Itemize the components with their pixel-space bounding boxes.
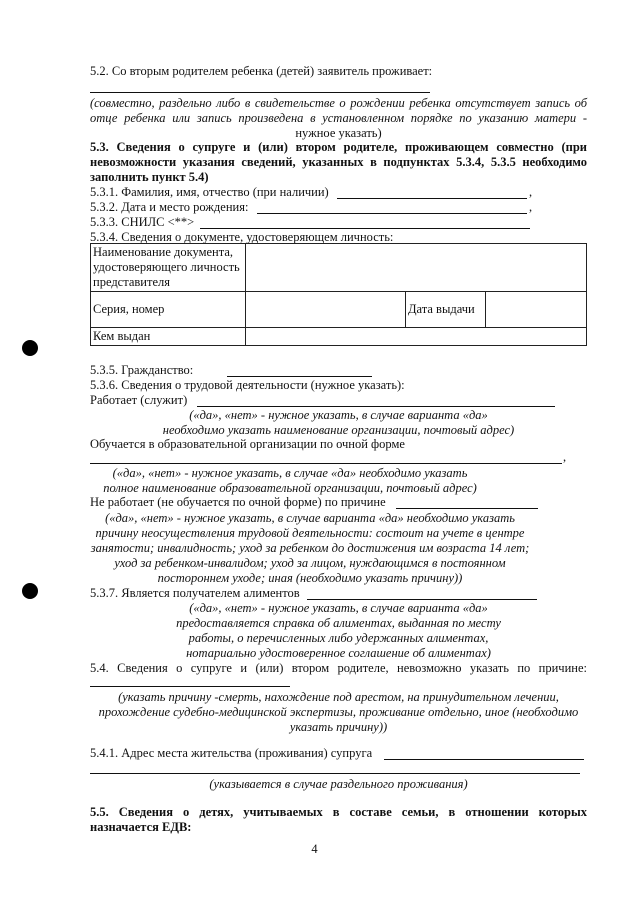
section-5-3-title-3: заполнить пункт 5.4) (90, 170, 209, 184)
section-5-3-title-1: 5.3. Сведения о супруге и (или) втором родителе, проживающем совместно (при (90, 140, 587, 154)
alimony-line[interactable] (307, 599, 537, 600)
works-hint-1: («да», «нет» - нужное указать, в случае варианта «да» (189, 408, 488, 422)
section-5-5-title-1: 5.5. Сведения о детях, учитываемых в составе семьи, в отношении которых (90, 805, 587, 819)
doc-name-header: Наименование документа, удостоверяющего личность представителя (91, 244, 246, 292)
alimony-hint-2: предоставляется справка об алиментах, выданная по месту (176, 616, 501, 630)
field-full-name-comma: , (529, 185, 533, 199)
section-5-4-hint-1: (указать причину -смерть, нахождение под арестом, на принудительном лечении, (118, 690, 559, 704)
section-5-4-hint-3: указать причину)) (289, 720, 388, 734)
field-citizenship-label: 5.3.5. Гражданство: (90, 363, 194, 377)
alimony-hint-4: нотариально удостоверенное соглашение об алиментах) (186, 646, 491, 660)
doc-issued-by-value[interactable] (246, 328, 587, 346)
not-working-line[interactable] (396, 508, 538, 509)
field-birth-label: 5.3.2. Дата и место рождения: (90, 200, 249, 214)
not-working-hint-1: («да», «нет» - нужное указать, в случае варианта «да» необходимо указать (105, 511, 515, 525)
section-5-4-hint-2: прохождение судебно-медицинской экспертизы, проживание отдельно, иное (необходимо (98, 705, 579, 719)
section-5-2-hint-1: (совместно, раздельно либо в свидетельстве о рождении ребенка отсутствует запись об (90, 96, 587, 110)
not-working-hint-3: занятости; инвалидность; уход за ребенком до достижения им возраста 14 лет; (90, 541, 530, 555)
field-snils-line[interactable] (200, 228, 530, 229)
doc-series-header: Серия, номер (91, 292, 246, 328)
works-label: Работает (служит) (90, 393, 188, 407)
not-working-hint-5: постороннем уходе; иная (необходимо указать причину)) (157, 571, 463, 585)
alimony-hint-1: («да», «нет» - нужное указать, в случае варианта «да» (189, 601, 488, 615)
section-5-4-label: 5.4. Сведения о супруге и (или) втором родителе, невозможно указать по причине: (90, 661, 587, 675)
studies-comma: , (563, 450, 567, 464)
studies-hint-1: («да», «нет» - нужное указать, в случае «да» необходимо указать (112, 466, 468, 480)
studies-line[interactable] (90, 463, 562, 464)
doc-series-value[interactable] (246, 292, 406, 328)
doc-issue-date-value[interactable] (486, 292, 587, 328)
spouse-address-hint: (указывается в случае раздельного проживания) (209, 777, 468, 791)
studies-label: Обучается в образовательной организации по очной форме (90, 437, 405, 451)
doc-issued-by-header: Кем выдан (91, 328, 246, 346)
spouse-address-line-2[interactable] (90, 773, 580, 774)
not-working-hint-4: уход за ребенком-инвалидом; уход за лицом, нуждающимся в постоянном (114, 556, 506, 570)
doc-name-value[interactable] (246, 244, 587, 292)
field-snils-label: 5.3.3. СНИЛС <**> (90, 215, 195, 229)
alimony-label: 5.3.7. Является получателем алиментов (90, 586, 300, 600)
doc-issue-date-header: Дата выдачи (406, 292, 486, 328)
section-5-3-title-2: невозможности указания сведений, указанных в подпунктах 5.3.4, 5.3.5 необходимо (90, 155, 587, 169)
section-5-2-answer-line[interactable] (90, 92, 430, 93)
section-5-4-reason-line[interactable] (90, 686, 290, 687)
section-5-2-label: 5.2. Со вторым родителем ребенка (детей) заявитель проживает: (90, 64, 433, 78)
section-5-5-title-2: назначается ЕДВ: (90, 820, 192, 834)
alimony-hint-3: работы, о перечисленных либо удержанных алиментах, (188, 631, 489, 645)
not-working-hint-2: причину неосуществления трудовой деятельности: состоит на учете в центре (95, 526, 525, 540)
field-birth-comma: , (529, 200, 533, 214)
field-full-name-line[interactable] (337, 198, 527, 199)
section-5-2-hint-3: нужное указать) (295, 126, 382, 140)
binder-hole-bottom (22, 583, 38, 599)
section-5-2-hint-2: отце ребенка или запись произведена в установленном порядке по указанию матери - (90, 111, 587, 125)
field-id-document-label: 5.3.4. Сведения о документе, удостоверяющем личность: (90, 230, 394, 244)
field-citizenship-line[interactable] (227, 376, 372, 377)
works-line[interactable] (197, 406, 555, 407)
field-full-name-label: 5.3.1. Фамилия, имя, отчество (при наличии) (90, 185, 329, 199)
id-document-table (90, 243, 587, 346)
works-hint-2: необходимо указать наименование организации, почтовый адрес) (162, 423, 515, 437)
page-number: 4 (311, 842, 318, 856)
not-working-label: Не работает (не обучается по очной форме) по причине (90, 495, 386, 509)
spouse-address-line-1[interactable] (384, 759, 584, 760)
spouse-address-label: 5.4.1. Адрес места жительства (проживания) супруга (90, 746, 373, 760)
studies-hint-2: полное наименование образовательной организации, почтовый адрес) (103, 481, 477, 495)
field-birth-line[interactable] (257, 213, 527, 214)
binder-hole-top (22, 340, 38, 356)
section-5-3-6-label: 5.3.6. Сведения о трудовой деятельности (нужное указать): (90, 378, 405, 392)
